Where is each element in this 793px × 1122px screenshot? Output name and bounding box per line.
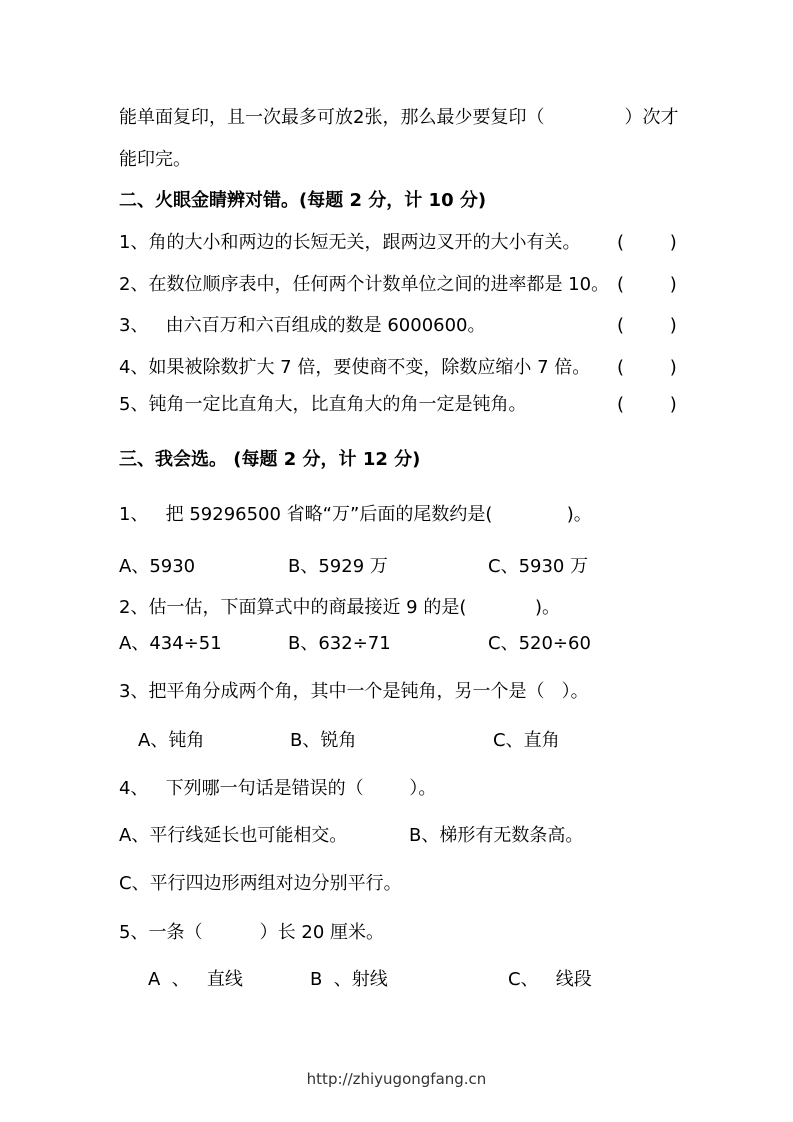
option-a[interactable]: A、钝角 (138, 730, 205, 751)
judge-item-text: 1、角的大小和两边的长短无关，跟两边叉开的大小有关。 (119, 232, 581, 253)
option-c[interactable]: C、 线段 (508, 969, 592, 990)
answer-paren[interactable]: ( ) (617, 394, 677, 415)
choice-question-stem: 4、 下列哪一句话是错误的（ ）。 (119, 778, 437, 799)
choice-question-stem: 3、把平角分成两个角，其中一个是钝角，另一个是（ ）。 (119, 681, 589, 702)
option-a[interactable]: A、434÷51 (119, 633, 222, 654)
answer-paren[interactable]: ( ) (617, 357, 677, 378)
option-b[interactable]: B、5929 万 (288, 556, 388, 577)
judge-item-text: 3、 由六百万和六百组成的数是 6000600。 (119, 315, 486, 336)
option-b[interactable]: B 、射线 (310, 969, 388, 990)
option-c[interactable]: C、520÷60 (488, 633, 591, 654)
judge-item-text: 5、钝角一定比直角大，比直角大的角一定是钝角。 (119, 394, 527, 415)
judge-item-text: 2、在数位顺序表中，任何两个计数单位之间的进率都是 10。 (119, 274, 610, 295)
option-c[interactable]: C、平行四边形两组对边分别平行。 (119, 873, 402, 894)
choice-question-stem: 5、一条（ ）长 20 厘米。 (119, 922, 385, 943)
intro-line-2: 能印完。 (119, 149, 191, 170)
choice-question-stem: 1、 把 59296500 省略“万”后面的尾数约是( )。 (119, 504, 592, 525)
judge-item-text: 4、如果被除数扩大 7 倍，要使商不变，除数应缩小 7 倍。 (119, 357, 591, 378)
choice-question-stem: 2、估一估，下面算式中的商最接近 9 的是( )。 (119, 597, 561, 618)
option-b[interactable]: B、锐角 (290, 730, 357, 751)
option-c[interactable]: C、5930 万 (488, 556, 589, 577)
option-b[interactable]: B、梯形有无数条高。 (409, 825, 584, 846)
section-2-heading: 二、火眼金睛辨对错。(每题 2 分，计 10 分) (119, 190, 487, 211)
answer-paren[interactable]: ( ) (617, 315, 677, 336)
answer-paren[interactable]: ( ) (617, 232, 677, 253)
option-a[interactable]: A、5930 (119, 556, 196, 577)
section-3-heading: 三、我会选。 (每题 2 分，计 12 分) (119, 449, 421, 470)
option-b[interactable]: B、632÷71 (288, 633, 391, 654)
answer-paren[interactable]: ( ) (617, 274, 677, 295)
intro-line-1: 能单面复印，且一次最多可放2张，那么最少要复印（ ）次才 (119, 107, 679, 128)
footer-url[interactable]: http://zhiyugongfang.cn (306, 1070, 487, 1088)
option-c[interactable]: C、直角 (493, 730, 560, 751)
option-a[interactable]: A 、 直线 (148, 969, 243, 990)
option-a[interactable]: A、平行线延长也可能相交。 (119, 825, 348, 846)
